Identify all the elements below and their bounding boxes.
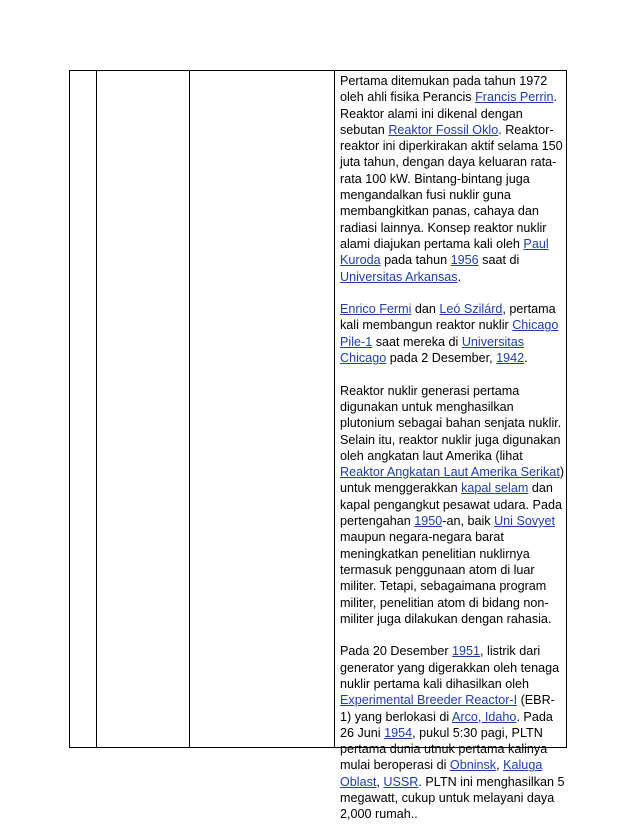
inline-link[interactable]: 1950 (414, 514, 443, 529)
inline-link[interactable]: 1951 (452, 644, 481, 659)
paragraph-text: maupun negara-negara barat meningkatkan penelitian nuklirnya termasuk penggunaan atom di luar militer. Tetapi, sebagaimana program militer, penelitian atom di bidang non-militer juga dilakukan dengan rahasia. (340, 530, 552, 626)
paragraph-text: dan (411, 302, 440, 317)
table-top-border (69, 70, 567, 71)
document-table (69, 70, 567, 822)
paragraph (340, 383, 566, 627)
text-cell (340, 73, 566, 823)
paragraph-text: , listrik dari generator yang digerakkan oleh tenaga nuklir pertama kali dihasilkan oleh (340, 644, 560, 691)
paragraph-text: . Reaktor alami ini dikenal dengan sebutan (340, 90, 557, 137)
inline-link[interactable]: Experimental Breeder Reactor-I (340, 693, 518, 708)
paragraph-text: Reaktor nuklir generasi pertama digunakan untuk menghasilkan plutonium sebagai bahan senjata nuklir. Selain itu, reaktor nuklir juga digunakan oleh angkatan laut Amerika (lihat (340, 383, 562, 463)
inline-link[interactable]: USSR (383, 774, 419, 789)
paragraph-text: -an, baik (442, 514, 495, 529)
table-column-border (566, 70, 567, 748)
paragraph-text: . Pada 26 Juni (340, 709, 553, 740)
table-column-border (96, 70, 97, 748)
inline-link[interactable]: Kaluga Oblast (340, 758, 543, 789)
paragraph-text: dan kapal pengangkut pesawat udara. Pada pertengahan (340, 481, 562, 529)
inline-link[interactable]: Francis Perrin (475, 90, 554, 105)
inline-link[interactable]: 1956 (450, 253, 479, 268)
paragraph-text: Pertama ditemukan pada tahun 1972 oleh ahli fisika Perancis (340, 74, 548, 105)
inline-link[interactable]: Uni Sovyet (494, 514, 555, 529)
table-column-border (334, 70, 335, 748)
inline-link[interactable]: Enrico Fermi (340, 302, 412, 317)
table-column-border (69, 70, 70, 748)
paragraph-text: . (457, 269, 462, 284)
paragraph-text: , pukul 5:30 pagi, PLTN pertama dunia utnuk pertama kalinya mulai beroperasi di (340, 725, 548, 773)
paragraph-text: . PLTN ini menghasilkan 5 megawatt, cukup untuk melayani daya 2,000 rumah.. (340, 774, 565, 822)
paragraph-text: . (524, 351, 528, 366)
inline-link[interactable]: Universitas Arkansas (340, 269, 458, 284)
paragraph-text: (EBR-1) yang berlokasi di (340, 693, 555, 724)
inline-link[interactable]: kapal selam (461, 481, 529, 496)
paragraph (340, 301, 566, 366)
paragraph-text: ) untuk menggerakkan (340, 465, 565, 496)
paragraph (340, 73, 566, 285)
inline-link[interactable]: Leó Szilárd (439, 302, 503, 317)
paragraph-text: saat di (478, 253, 520, 268)
paragraph-text: pada 2 Desember, (386, 351, 497, 366)
paragraph-text: , (496, 758, 504, 773)
inline-link[interactable]: Obninsk (449, 758, 497, 773)
inline-link[interactable]: Chicago Pile-1 (340, 318, 559, 349)
paragraph-text: , (376, 774, 384, 789)
paragraph-text: , pertama kali membangun reaktor nuklir (340, 302, 556, 333)
paragraph-text: Pada 20 Desember (340, 644, 453, 659)
paragraph-text: saat mereka di (372, 334, 462, 349)
inline-link[interactable]: Universitas Chicago (340, 334, 525, 366)
inline-link[interactable]: Reaktor Angkatan Laut Amerika Serikat (340, 465, 560, 480)
paragraph-text: pada tahun (380, 253, 451, 268)
inline-link[interactable]: 1942 (496, 351, 525, 366)
inline-link[interactable]: Arco, Idaho (452, 709, 517, 724)
paragraph-text: . Reaktor-reaktor ini diperkirakan aktif selama 150 juta tahun, dengan daya keluaran rata-rata 100 kW. Bintang-bintang juga mengandalkan fusi nuklir guna membangkitkan panas, cahaya dan radiasi lainnya. Konsep reaktor nuklir alami diajukan pertama kali oleh (340, 122, 563, 251)
inline-link[interactable]: Paul Kuroda (340, 236, 549, 268)
inline-link[interactable]: 1954 (384, 725, 413, 740)
paragraph (340, 643, 566, 822)
inline-link[interactable]: Reaktor Fossil Oklo (388, 122, 499, 137)
table-column-border (189, 70, 190, 748)
